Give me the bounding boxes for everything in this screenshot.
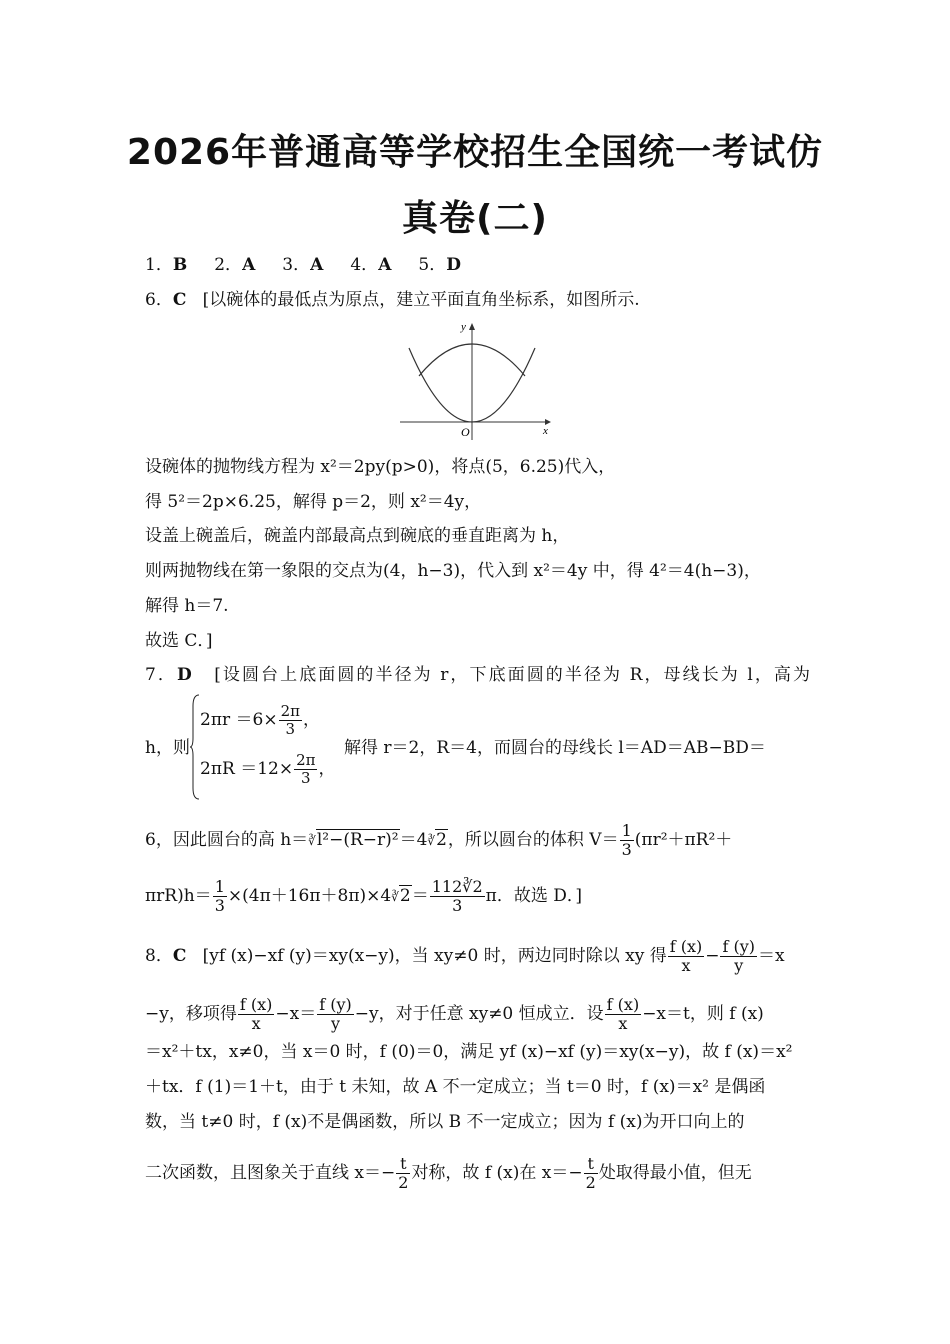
q8-l1-frac1-num: f (x) [669, 937, 703, 956]
sys1-frac [279, 703, 302, 738]
q7-line1: [设圆台上底面圆的半径为 r，下底面圆的半径为 R，母线长为 l，高为 [214, 665, 810, 685]
q7-line2: 解得 r＝2，R＝4，而圆台的母线长 l＝AD＝AB−BD＝ [344, 738, 766, 758]
q8-line4: ＋tx．f (1)＝1＋t，由于 t 未知，故 A 不一定成立；当 t＝0 时，f (x)＝x² 是偶函 [145, 1077, 766, 1097]
origin-label: O [461, 425, 470, 439]
answer-4: A [378, 255, 392, 275]
system-equation-2 [200, 752, 335, 787]
q8-line6 [145, 1155, 810, 1192]
q8-l2-frac3-num: f (x) [606, 995, 640, 1014]
answer-num-1: 1． [145, 255, 173, 275]
q7-l3-frac-den: 3 [621, 840, 632, 859]
q7-line3: 6，因此圆台的高 h＝∛l²−(R−r)²＝4∛2，所以圆台的体积 V＝ $\frac{1}{3}$ (πr²＋πR²＋ [145, 821, 733, 859]
q6-line4: 则两抛物线在第一象限的交点为(4，h−3)，代入到 x²＝4y 中，得 4²＝4(h−3)， [145, 561, 761, 581]
q8-l2-frac1-num: f (x) [239, 995, 273, 1014]
q7-number: 7． [145, 665, 177, 685]
sys2-comma: ， [318, 759, 336, 779]
q8-l1-frac2 [720, 938, 757, 975]
q7-l4-b: ×(4π＋16π＋8π)×4 [227, 886, 392, 906]
q7-l3-radicand: l²−(R−r)² [316, 830, 399, 850]
q6-answer: C [172, 290, 187, 310]
answer-num-3: 3． [282, 255, 311, 275]
q7-l4-frac2 [430, 878, 485, 915]
q8-l6-frac1 [396, 1155, 410, 1192]
q8-l1-frac2-den: y [734, 956, 744, 975]
q8-answer: C [172, 946, 187, 966]
q8-l6-c: 处取得最小值，但无 [598, 1163, 752, 1183]
q8-line2 [145, 996, 810, 1033]
q7-h-then: h，则 [145, 738, 190, 758]
sys1-frac-num: 2π [280, 702, 300, 720]
sys1-comma: ， [303, 710, 320, 730]
q7-l3-d: (πr²＋πR²＋ [634, 830, 733, 850]
sys2-frac-den: 3 [301, 769, 311, 787]
q6-line1: 设碗体的抛物线方程为 x²＝2py(p>0)，将点(5，6.25)代入， [145, 457, 616, 477]
q8-line1 [145, 938, 810, 975]
system-equation-1 [200, 703, 320, 738]
q8-l2-frac3 [605, 996, 642, 1033]
q7-l4-c: ＝ [411, 886, 429, 906]
q8-l6-frac1-num: t [396, 1155, 410, 1174]
q7-l3-a: 6，因此圆台的高 h＝ [145, 830, 309, 850]
q8-l2-frac1 [238, 996, 275, 1033]
q7-l4-frac1 [213, 878, 227, 915]
q7-l3-c: ，所以圆台的体积 V＝ [447, 830, 619, 850]
page-title-line1: 2026年普通高等学校招生全国统一考试仿 [126, 132, 824, 173]
q7-l4-a: πrR)h＝ [145, 886, 212, 906]
q8-l2-frac1-den: x [251, 1014, 261, 1033]
q7-l4-d: π．故选 D．] [485, 886, 582, 906]
q7-header [145, 664, 810, 686]
q8-l2-d: −x＝t，则 f (x) [642, 1004, 764, 1024]
q8-l2-frac2 [317, 996, 354, 1033]
q8-l1-end: ＝x [758, 946, 785, 966]
q7-l4-frac2-num: 112∛2 [431, 877, 483, 896]
q8-line3: ＝x²＋tx，x≠0，当 x＝0 时，f (0)＝0，满足 yf (x)−xf (y)＝xy(x−y)，故 f (x)＝x² [145, 1042, 793, 1062]
answer-2: A [242, 255, 256, 275]
q8-l6-frac1-den: 2 [398, 1173, 409, 1192]
x-axis-label: x [543, 425, 548, 437]
q6-line6: 故选 C．] [145, 631, 213, 651]
q8-l1-frac1-den: x [681, 956, 691, 975]
q6-number: 6． [145, 290, 173, 310]
q8-number: 8． [145, 946, 173, 966]
sys2-frac-num: 2π [296, 751, 316, 769]
q8-l2-b: −x＝ [275, 1004, 317, 1024]
q8-l6-frac2-den: 2 [585, 1173, 596, 1192]
y-axis-arrow [469, 323, 475, 330]
answer-num-4: 4． [350, 255, 379, 275]
q6-header [145, 289, 810, 311]
answer-num-5: 5． [418, 255, 447, 275]
answer-5: D [446, 255, 461, 275]
q7-l4-two: 2 [399, 886, 411, 906]
q6-line2: 得 5²＝2p×6.25，解得 p＝2，则 x²＝4y， [145, 492, 482, 512]
sys1-frac-den: 3 [285, 720, 296, 738]
q8-l6-a: 二次函数，且图象关于直线 x＝− [145, 1163, 396, 1183]
q7-answer: D [176, 665, 192, 685]
q7-l3-b: ＝4 [399, 830, 428, 850]
q8-l2-frac2-num: f (y) [319, 995, 352, 1014]
q7-l4-frac2-den: 3 [452, 896, 463, 915]
q8-l1-frac1 [668, 938, 705, 975]
sys1-left: 2πr ＝6× [200, 710, 278, 730]
sys2-left: 2πR ＝12× [200, 759, 294, 779]
q7-line4: πrR)h＝ $\frac{1}{3}$ ×(4π＋16π＋8π)×4∛2＝ $\frac{112∛2}{3}$ π．故选 D．] [145, 877, 582, 915]
q6-line3: 设盖上碗盖后，碗盖内部最高点到碗底的垂直距离为 h， [145, 526, 570, 546]
q8-l1-frac2-num: f (y) [722, 937, 756, 956]
q8-l6-frac2 [584, 1155, 598, 1192]
q8-l2-c: −y，对于任意 xy≠0 恒成立．设 [354, 1004, 604, 1024]
q7-l3-frac-num: 1 [621, 821, 632, 840]
sys2-frac [294, 752, 317, 787]
q6-line5: 解得 h＝7. [145, 596, 229, 616]
q7-l4-frac1-num: 1 [214, 877, 225, 896]
answer-num-2: 2． [214, 255, 243, 275]
q8-l2-frac2-den: y [330, 1014, 340, 1033]
q7-l3-frac [620, 822, 634, 859]
q6-intro: [以碗体的最低点为原点，建立平面直角坐标系，如图所示. [202, 290, 640, 310]
q8-l2-frac3-den: x [618, 1014, 628, 1033]
q8-l1-text: [yf (x)−xf (y)＝xy(x−y)，当 xy≠0 时，两边同时除以 xy 得 [202, 946, 667, 966]
equation-system-brace [190, 694, 200, 800]
answer-3: A [310, 255, 324, 275]
q7-l4-frac1-den: 3 [214, 896, 225, 915]
answers-row [145, 254, 810, 276]
page-title-line2: 真卷(二) [402, 198, 548, 239]
q8-l6-frac2-num: t [584, 1155, 598, 1174]
answer-1: B [172, 255, 188, 275]
q8-l2-a: −y，移项得 [145, 1004, 237, 1024]
y-axis-label: y [461, 321, 466, 333]
q7-l3-two: 2 [436, 830, 447, 850]
q8-line5: 数，当 t≠0 时，f (x)不是偶函数，所以 B 不一定成立；因为 f (x)为开口向上的 [145, 1112, 745, 1132]
q8-l1-minus: − [705, 946, 720, 966]
q8-l6-b: 对称，故 f (x)在 x＝− [411, 1163, 583, 1183]
bowl-parabola-figure [395, 318, 555, 443]
